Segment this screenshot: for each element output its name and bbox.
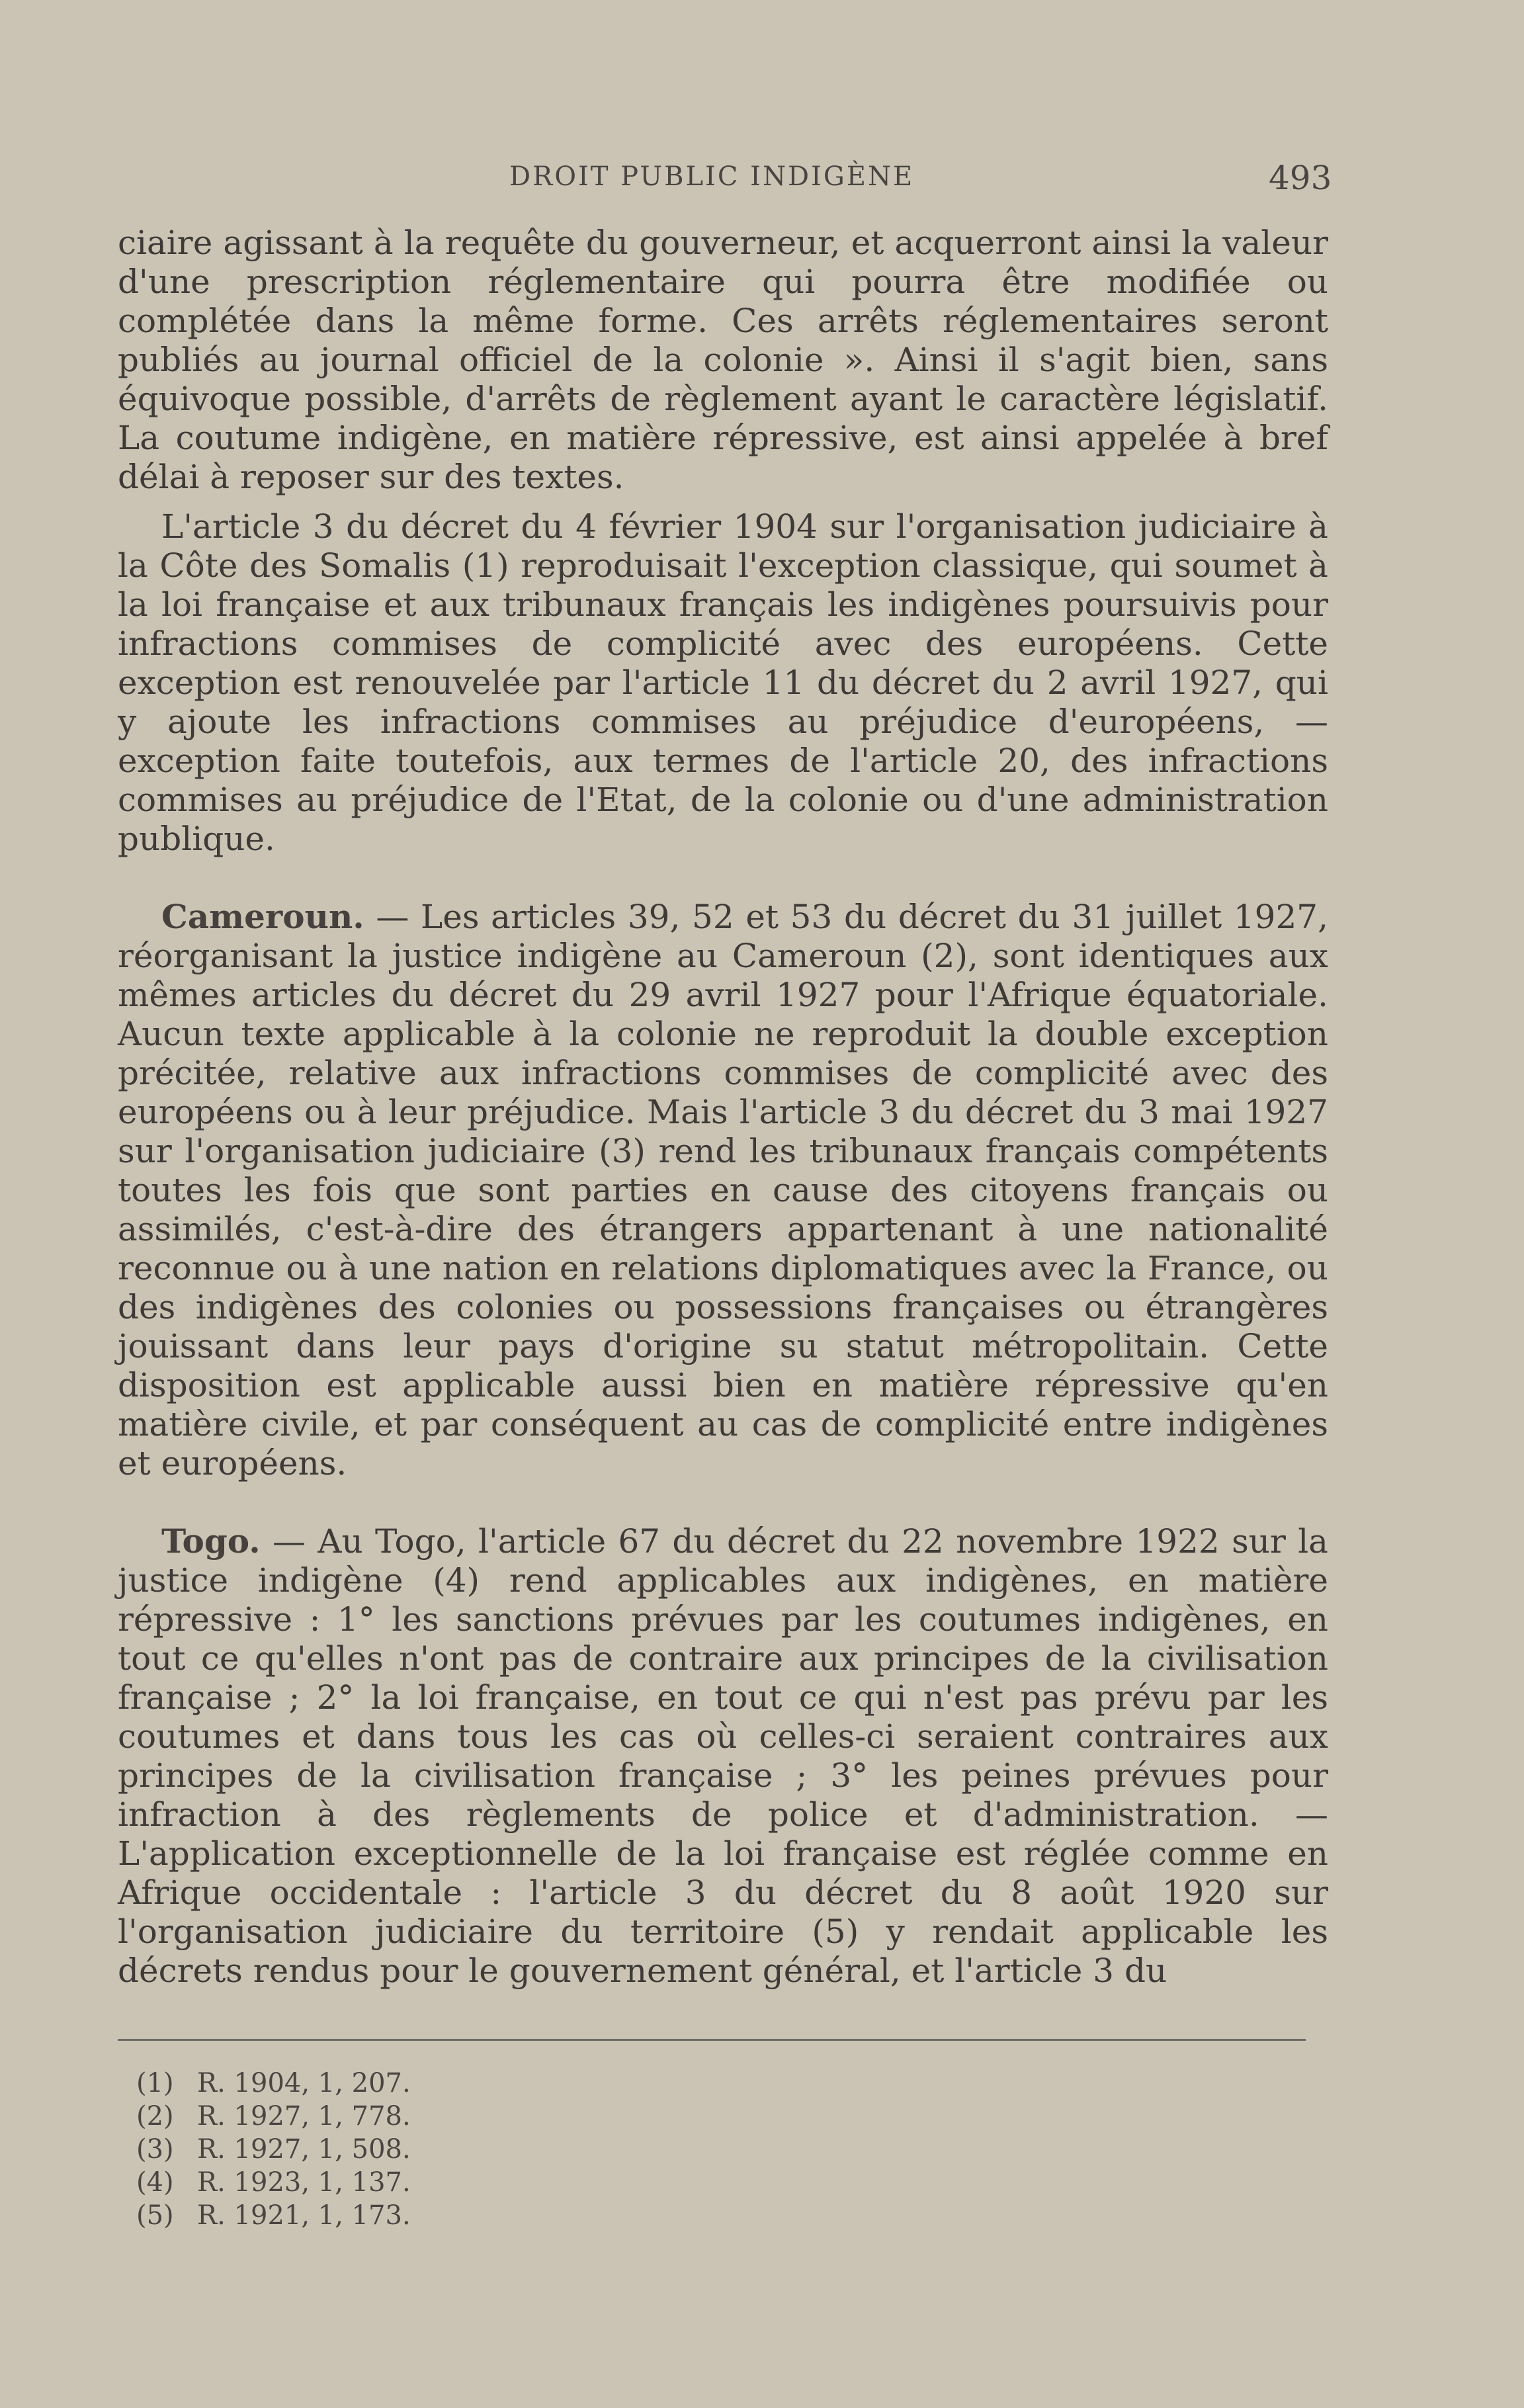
paragraph-somalis: L'article 3 du décret du 4 février 1904 sur l'organisation judiciaire à la Côte des Somalis (1) reproduisait l'exception classique, qui soumet à la loi française et aux tribunaux français les indigènes poursuivis pour infractions commises de complicité avec des européens. Cette exception est renouvelée par l'article 11 du décret du 2 avril 1927, qui y ajoute les infractions commises au préjudice d'européens, — exception faite toutefois, aux termes de l'article 20, des infractions commises au préjudice de l'Etat, de la colonie ou d'une administration publique.: [118, 507, 1328, 858]
footnote-number: (5): [136, 2200, 174, 2231]
running-head-title: DROIT PUBLIC INDIGÈNE: [509, 161, 915, 192]
paragraph-togo: [118, 1522, 1328, 1991]
footnote-reference: R. 1923, 1, 137.: [197, 2167, 411, 2198]
paragraph-cameroun: [118, 897, 1328, 1483]
section-heading-cameroun: Cameroun.: [161, 897, 364, 936]
footnote: [136, 2199, 411, 2232]
running-head: [0, 156, 1524, 196]
footnote-divider: [118, 2039, 1306, 2041]
footnote-number: (3): [136, 2134, 174, 2165]
footnote-number: (2): [136, 2101, 174, 2131]
footnote-number: (1): [136, 2068, 174, 2098]
page-number: 493: [1269, 159, 1332, 197]
paragraph-continuation: ciaire agissant à la requête du gouverneur, et acquerront ainsi la valeur d'une prescription réglementaire qui pourra être modifiée ou complétée dans la même forme. Ces arrêts réglementaires seront publiés au journal officiel de la colonie ». Ainsi il s'agit bien, sans équivoque possible, d'arrêts de règlement ayant le caractère législatif. La coutume indigène, en matière répressive, est ainsi appelée à bref délai à reposer sur des textes.: [118, 224, 1328, 496]
cameroun-text: — Les articles 39, 52 et 53 du décret du 31 juillet 1927, réorganisant la justice indigène au Cameroun (2), sont identiques aux mêmes articles du décret du 29 avril 1927 pour l'Afrique équatoriale. Aucun texte applicable à la colonie ne reproduit la double exception précitée, relative aux infractions commises de complicité avec des européens ou à leur préjudice. Mais l'article 3 du décret du 3 mai 1927 sur l'organisation judiciaire (3) rend les tribunaux français compétents toutes les fois que sont parties en cause des citoyens français ou assimilés, c'est-à-dire des étrangers appartenant à une nationalité reconnue ou à une nation en relations diplomatiques avec la France, ou des indigènes des colonies ou possessions françaises ou étrangères jouissant dans leur pays d'origine su statut métropolitain. Cette disposition est applicable aussi bien en matière répressive qu'en matière civile, et par conséquent au cas de complicité entre indigènes et européens.: [118, 898, 1328, 1483]
togo-text: — Au Togo, l'article 67 du décret du 22 novembre 1922 sur la justice indigène (4) rend applicables aux indigènes, en matière répressive : 1° les sanctions prévues par les coutumes indigènes, en tout ce qu'elles n'ont pas de contraire aux principes de la civilisation française ; 2° la loi française, en tout ce qui n'est pas prévu par les coutumes et dans tous les cas où celles-ci seraient contraires aux principes de la civilisation française ; 3° les peines prévues pour infraction à des règlements de police et d'administration. — L'application exceptionnelle de la loi française est réglée comme en Afrique occidentale : l'article 3 du décret du 8 août 1920 sur l'organisation judiciaire du territoire (5) y rendait applicable les décrets rendus pour le gouvernement général, et l'article 3 du: [118, 1522, 1328, 1990]
body-text: [118, 224, 1328, 1991]
footnote: [136, 2166, 411, 2199]
footnote-reference: R. 1921, 1, 173.: [197, 2200, 411, 2231]
footnote-reference: R. 1904, 1, 207.: [197, 2068, 411, 2098]
footnote-reference: R. 1927, 1, 508.: [197, 2134, 411, 2165]
footnote-number: (4): [136, 2167, 174, 2198]
section-heading-togo: Togo.: [161, 1522, 261, 1561]
footnote-reference: R. 1927, 1, 778.: [197, 2101, 411, 2131]
footnote: [136, 2100, 411, 2133]
footnote: [136, 2067, 411, 2100]
footnote: [136, 2133, 411, 2166]
footnotes: [136, 2067, 411, 2232]
